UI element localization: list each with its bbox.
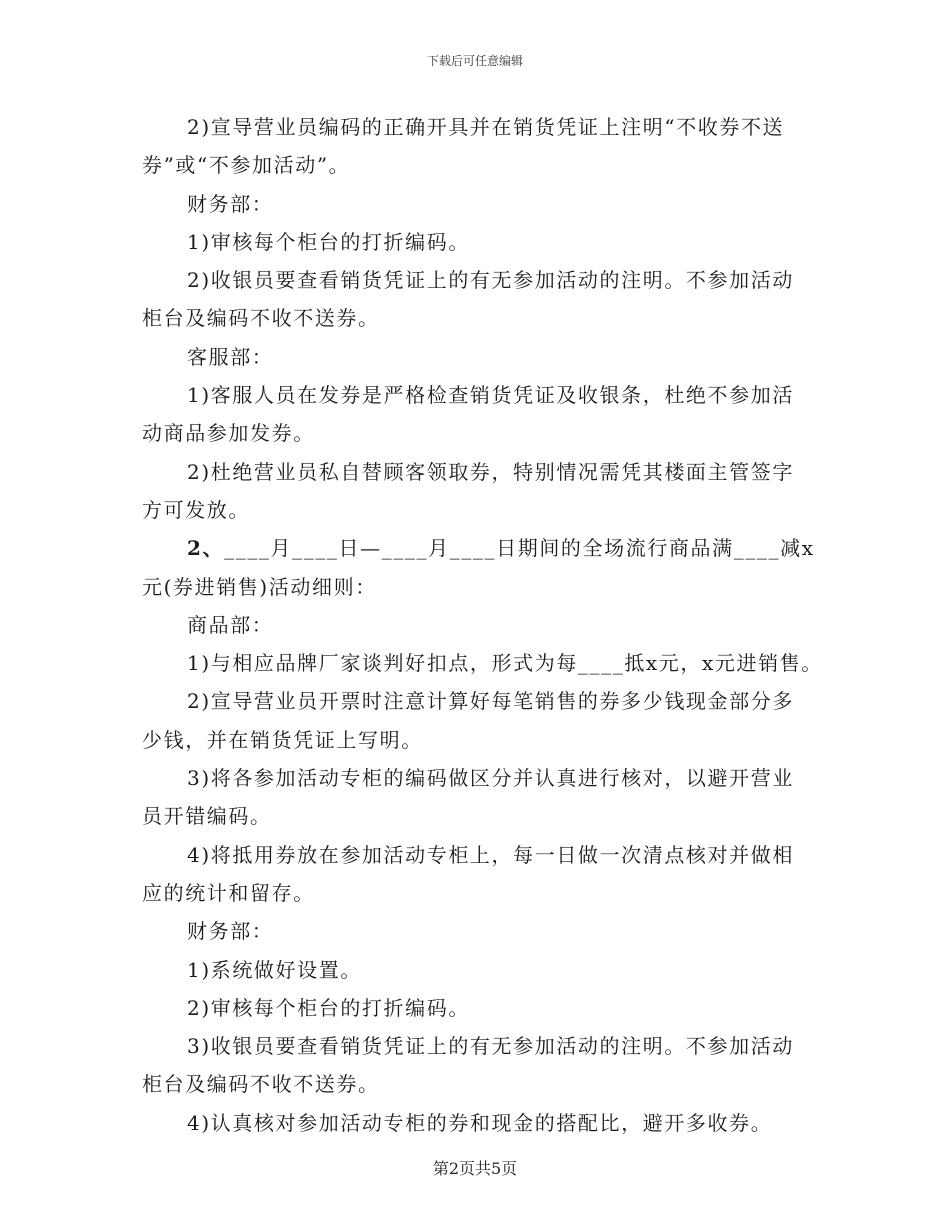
text-line: 3)将各参加活动专柜的编码做区分并认真进行核对，以避开营业 (187, 766, 794, 791)
text-line: 商品部： (187, 612, 274, 637)
text-line: 柜台及编码不收不送券。 (142, 1072, 380, 1097)
page-header: 下载后可任意编辑 (426, 54, 523, 68)
text-line: 少钱，并在销货凭证上写明。 (142, 727, 423, 752)
text-line: 财务部： (187, 191, 274, 216)
text-line: 2)收银员要查看销货凭证上的有无参加活动的注明。不参加活动 (187, 268, 794, 293)
text-line: 券”或“不参加活动”。 (142, 153, 351, 178)
section-number: 2、 (187, 536, 225, 561)
text-line: 客服部： (187, 344, 274, 369)
text-line: 2)宣导营业员开票时注意计算好每笔销售的券多少钱现金部分多 (187, 689, 794, 714)
text-line (142, 529, 832, 567)
text-line: 2)宣导营业员编码的正确开具并在销货凭证上注明“不收券不送 (187, 115, 785, 139)
text-line: 员开错编码。 (142, 804, 272, 829)
document-body (142, 108, 832, 1142)
text-line: 财务部： (187, 919, 274, 944)
text-line: 2)杜绝营业员私自替顾客领取券，特别情况需凭其楼面主管签字 (187, 459, 794, 484)
page-footer: 第2页共5页 (432, 1159, 518, 1178)
text-line: 柜台及编码不收不送券。 (142, 306, 380, 331)
text-line: 方可发放。 (142, 497, 250, 522)
text-line: 4)认真核对参加活动专柜的券和现金的搭配比，避开多收券。 (187, 1110, 773, 1135)
text-line: 1)与相应品牌厂家谈判好扣点，形式为每____抵x元，x元进销售。 (187, 651, 823, 676)
text-line: 4)将抵用券放在参加活动专柜上，每一日做一次清点核对并做相 (187, 842, 794, 867)
section-heading-text: ____月____日—____月____日期间的全场流行商品满____减x (224, 536, 815, 561)
text-line: 3)收银员要查看销货凭证上的有无参加活动的注明。不参加活动 (187, 1034, 794, 1059)
text-line: 1)系统做好设置。 (187, 957, 362, 982)
text-line: 应的统计和留存。 (142, 880, 315, 905)
text-line: 1)客服人员在发券是严格检查销货凭证及收银条，杜绝不参加活 (187, 383, 794, 408)
text-line: 动商品参加发券。 (142, 421, 315, 446)
text-line: 2)审核每个柜台的打折编码。 (187, 995, 470, 1020)
text-line: 1)审核每个柜台的打折编码。 (187, 229, 470, 254)
text-line: 元(券进销售)活动细则： (142, 574, 377, 599)
